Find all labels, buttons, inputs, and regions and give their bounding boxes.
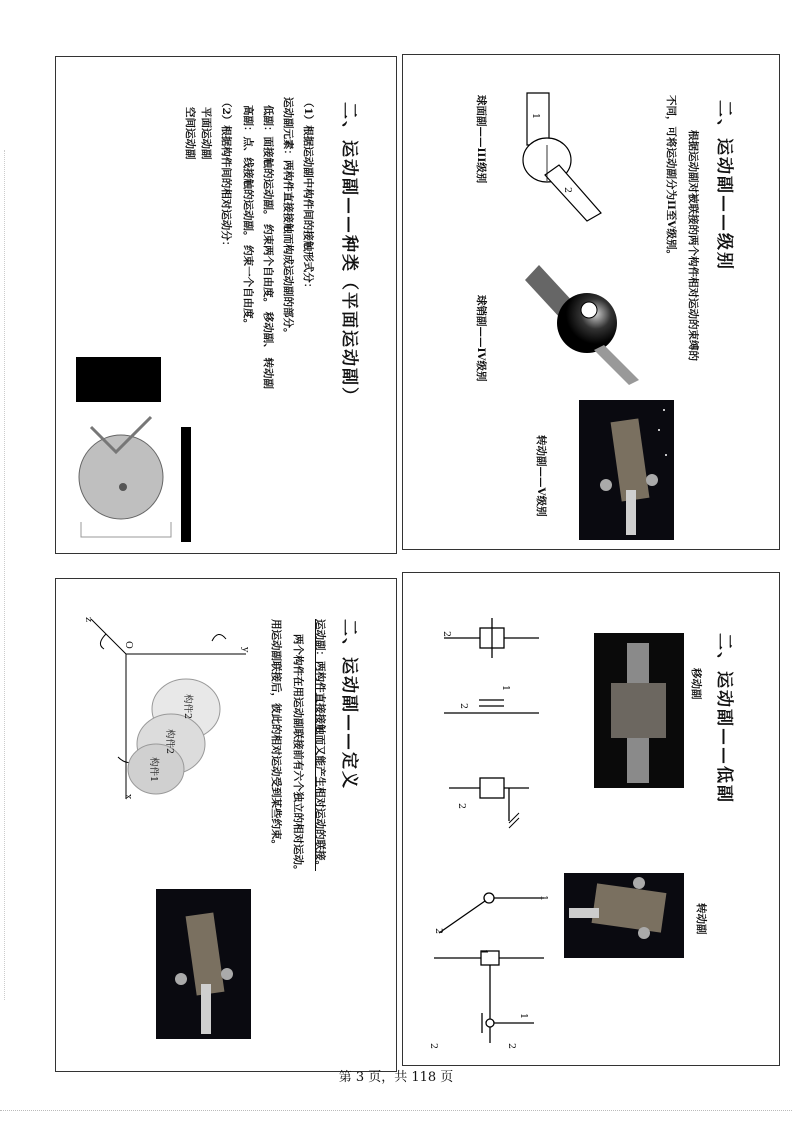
- part-number-2: 2: [562, 187, 573, 194]
- part-label-2a: 构件2: [182, 694, 193, 720]
- sym-number-2d: 2: [433, 928, 444, 935]
- slide-heading: 二、运动副——定义: [339, 619, 359, 790]
- sym-number-2b: 2: [458, 703, 469, 710]
- types-line-6: 平面运动副: [200, 107, 212, 160]
- sym-number-1a: 1: [500, 685, 511, 692]
- types-line-2: 运动副元素：两构件直接接触而构成运动副的部分。: [282, 97, 294, 339]
- label-spherical-pair: 球面副——III级别: [475, 95, 487, 184]
- slide-lower-pairs: [402, 572, 780, 1066]
- sym-number-2a: 2: [441, 631, 452, 638]
- sym-number-2c: 2: [456, 803, 467, 810]
- part-label-2b: 构件2: [164, 729, 175, 755]
- revolute-pair-render: [579, 400, 674, 540]
- sym-number-1b: 1: [538, 895, 549, 902]
- slide-heading: 二、运动副——低副: [714, 633, 734, 804]
- sym-number-1d: 1: [518, 1013, 529, 1020]
- types-line-4: 高副：点、线接触的运动副。 约束一个自由度。: [242, 105, 254, 330]
- types-line-5: （2）根据构件间的相对运动分：: [220, 97, 232, 252]
- slide-kinematic-pair-levels: [402, 54, 780, 550]
- revolute-pair-render: [564, 873, 684, 958]
- types-line-3: 低副：面接触的运动副。 约束两个自由度。 移动副、 转动副: [262, 105, 274, 389]
- label-revolute-pair: 转动副: [695, 903, 707, 935]
- slide-heading: 二、运动副——种类（平面运动副）: [339, 102, 359, 406]
- label-ball-pin-pair: 球销副——IV级别: [475, 295, 487, 382]
- slide-paragraph-2: 两个构件在用运动副联接前有六个独立的相对运动。: [292, 634, 304, 876]
- slide-heading: 二、运动副——级别: [714, 100, 734, 271]
- page-footer: 第 3 页，共 118 页: [338, 1070, 454, 1085]
- types-line-1: （1）根据运动副中构件间的接触形式分：: [302, 97, 314, 294]
- slide-kinematic-pair-types: [55, 56, 397, 554]
- revolute-pair-symbols: [424, 863, 554, 1058]
- axis-label-z: z: [83, 617, 94, 623]
- sym-number-2e: 2: [506, 1043, 517, 1050]
- revolute-pair-render: [156, 889, 251, 1039]
- sym-number-1c: 1: [478, 949, 489, 956]
- origin-label: O: [123, 641, 134, 649]
- part-number-1: 1: [530, 113, 541, 120]
- margin-dots: [4, 150, 5, 1000]
- cam-gear-render: [66, 357, 191, 542]
- spherical-pair-drawing: [514, 85, 619, 225]
- ball-pin-pair-render: [519, 255, 649, 385]
- slide-paragraph-1: 根据运动副对被联接的两个构件相对运动的束缚的: [687, 130, 699, 361]
- axis-label-x: x: [123, 794, 134, 800]
- bottom-divider: [0, 1110, 792, 1111]
- slide-paragraph-3: 用运动副联接后，彼此的相对运动受到某些约束。: [270, 619, 282, 850]
- prismatic-pair-render: [594, 633, 684, 788]
- label-revolute-pair: 转动副——V级别: [535, 435, 547, 517]
- axis-label-y: y: [240, 647, 251, 653]
- label-prismatic-pair: 移动副: [690, 668, 702, 700]
- sym-number-2f: 2: [428, 1043, 439, 1050]
- slide-paragraph-2: 不同，可将运动副分为II至V级别。: [665, 95, 677, 260]
- six-dof-diagram: [81, 609, 256, 809]
- part-label-1: 构件1: [148, 757, 159, 783]
- types-line-7: 空间运动副: [184, 107, 196, 160]
- slide-kinematic-pair-definition: [55, 578, 397, 1072]
- prismatic-pair-symbols: [429, 613, 549, 853]
- definition-text: 运动副：两构件直接接触而又能产生相对运动的联接。: [314, 619, 326, 871]
